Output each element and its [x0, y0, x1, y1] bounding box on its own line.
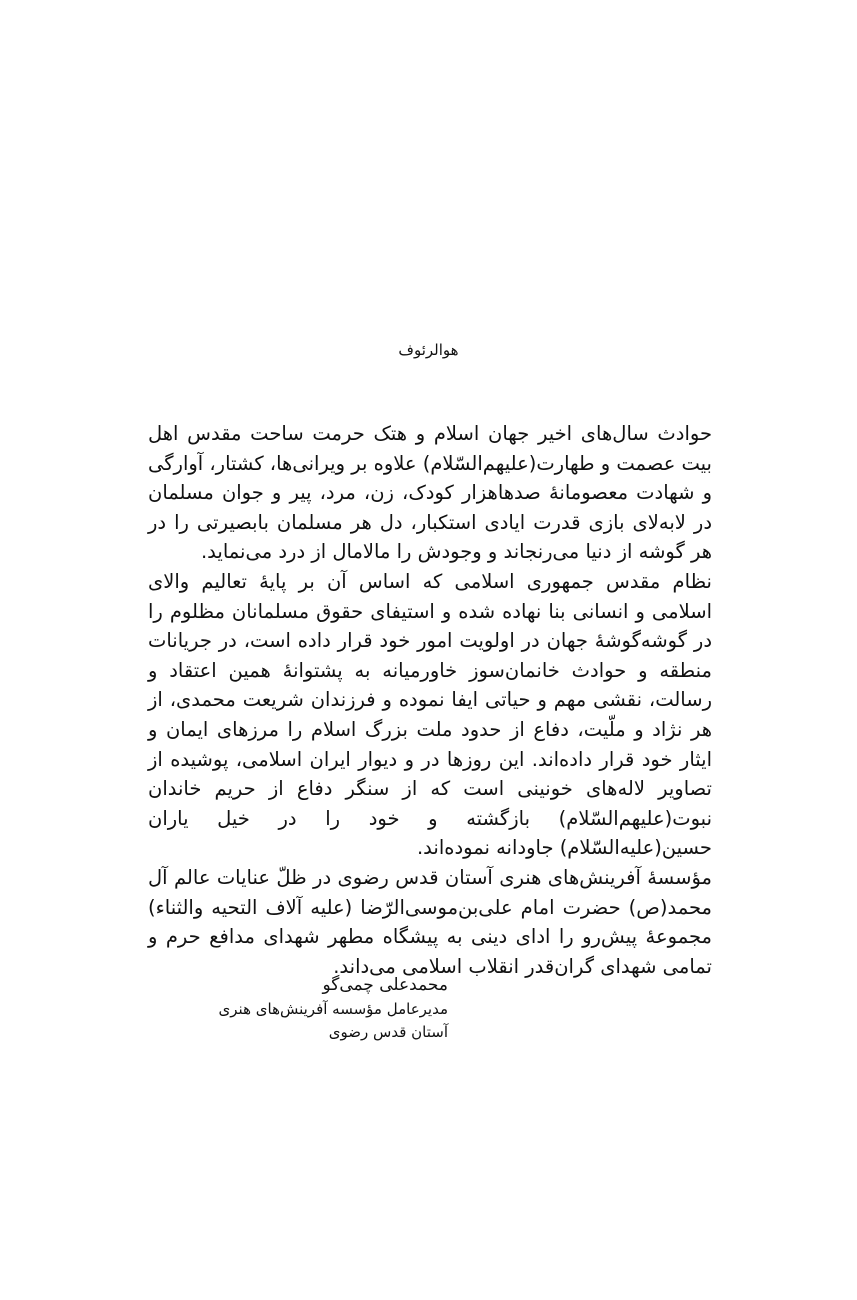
paragraph-3: مؤسسهٔ آفرینش‌های هنری آستان قدس رضوی در ظلّ عنایات عالم آل محمد(ص) حضرت امام علی‌بن‌موسی‌الرّضا (علیه آلاف التحیه والثناء) مجموعهٔ پیش‌رو را ادای دینی به پیشگاه مطهر شهدای مدافع حرم و تمامی شهدای گران‌قدر انقلاب اسلامی می‌داند.: [148, 865, 712, 978]
foreword-body: [148, 419, 712, 981]
paragraph-2: نظام مقدس جمهوری اسلامی که اساس آن بر پایهٔ تعالیم والای اسلامی و انسانی بنا نهاده شده و استیفای حقوق مسلمانان مظلوم را در گوشه‌گوشهٔ جهان در اولویت امور خود قرار داده است، در جریانات منطقه و حوادث خانمان‌سوز خاورمیانه به پشتوانهٔ همین اعتقاد و رسالت، نقشی مهم و حیاتی ایفا نموده و فرزندان شریعت محمدی، از هر نژاد و ملّیت، دفاع از حدود ملت بزرگ اسلام را مرزهای ایمان و ایثار خود قرار داده‌اند. این روزها در و دیوار ایران اسلامی، پوشیده از تصاویر لاله‌های خونینی است که از سنگر دفاع از حریم خاندان نبوت(علیهم‌السّلام) بازگشته و خود را در خیل یاران حسین(علیه‌السّلام) جاودانه نموده‌اند.: [148, 569, 712, 860]
signature-block: [148, 972, 448, 1044]
signature-organization: آستان قدس رضوی: [328, 1023, 448, 1041]
invocation-heading: هوالرئوف: [398, 341, 459, 359]
signature-name: محمدعلی چمی‌گو: [322, 975, 448, 995]
paragraph-1: حوادث سال‌های اخیر جهان اسلام و هتک حرمت ساحت مقدس اهل بیت عصمت و طهارت(علیهم‌السّلام) علاوه بر ویرانی‌ها، کشتار، آوارگی و شهادت معصومانهٔ صدهاهزار کودک، زن، مرد، پیر و جوان مسلمان در لابه‌لای بازی قدرت ایادی استکبار، دل هر مسلمان بابصیرتی را در هر گوشه از دنیا می‌رنجاند و وجودش را مالامال از درد می‌نماید.: [147, 422, 712, 564]
signature-title: مدیرعامل مؤسسه آفرینش‌های هنری: [218, 1000, 448, 1018]
